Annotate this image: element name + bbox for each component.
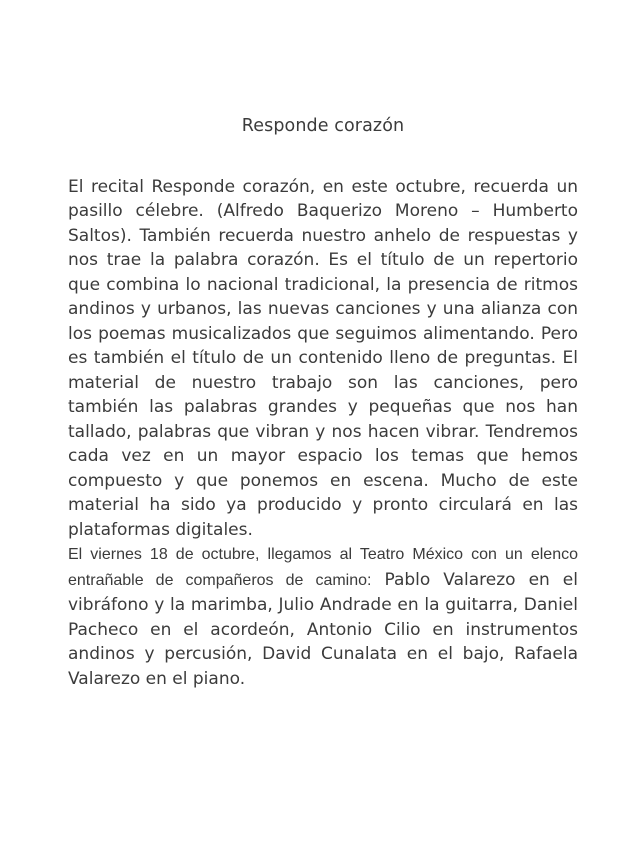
- document-title: Responde corazón: [241, 116, 405, 136]
- body-paragraph-2: [68, 542, 578, 691]
- body-paragraph-1: El recital Responde corazón, en este octubre, recuerda un pasillo célebre. (Alfredo Baquerizo Moreno – Humberto Saltos). También recuerda nuestro anhelo de respuestas y nos trae la palabra corazón. Es el título de un repertorio que combina lo nacional tradicional, la presencia de ritmos andinos y urbanos, las nuevas canciones y una alianza con los poemas musicalizados que seguimos alimentando. Pero es también el título de un contenido lleno de preguntas. El material de nuestro trabajo son las canciones, pero también las palabras grandes y pequeñas que nos han tallado, palabras que vibran y nos hacen vibrar. Tendremos cada vez en un mayor espacio los temas que hemos compuesto y que ponemos en escena. Mucho de este material ha sido ya producido y pronto circulará en las plataformas digitales.: [68, 176, 578, 540]
- document-content: [68, 114, 578, 691]
- paragraph2-intro-different-font: El viernes 18 de octubre, llegamos al Teatro México con un elenco entrañable de compañeros de camino:: [68, 546, 578, 589]
- paragraph2-rest: Pablo Valarezo en el vibráfono y la marimba, Julio Andrade en la guitarra, Daniel Pacheco en el acordeón, Antonio Cilio en instrumentos andinos y percusión, David Cunalata en el bajo, Rafaela Valarezo en el piano.: [68, 569, 578, 689]
